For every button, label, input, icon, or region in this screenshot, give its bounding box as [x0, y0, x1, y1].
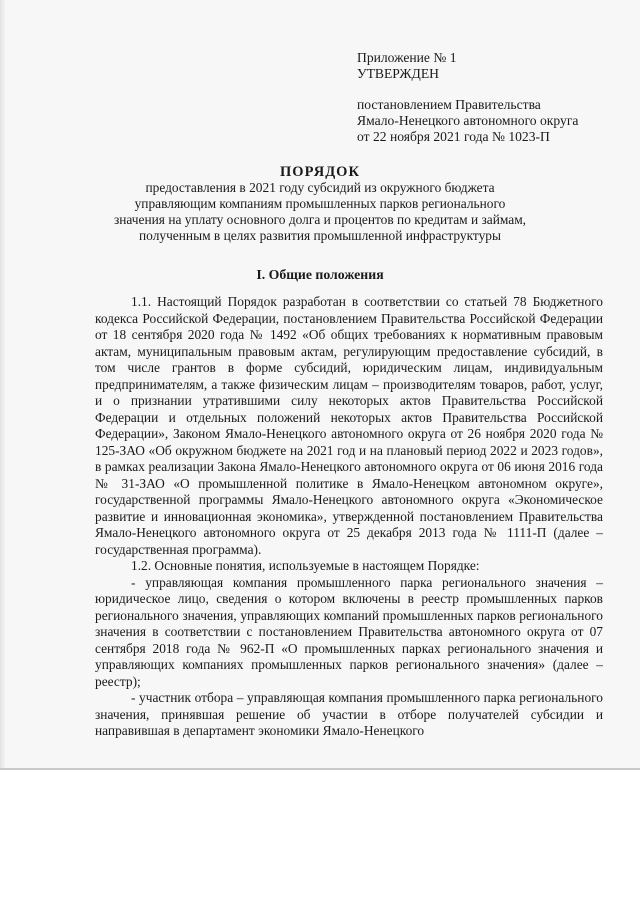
approval-stamp: УТВЕРЖДЕН	[357, 66, 439, 81]
paragraph-1-2: 1.2. Основные понятия, используемые в настоящем Порядке:	[131, 558, 480, 573]
approval-date: от 22 ноября 2021 года № 1023-П	[357, 129, 550, 144]
document-body	[95, 294, 603, 740]
definition-management-company: - управляющая компания промышленного парка регионального значения – юридическое лицо, сведения о котором включены в реестр промышленных парков регионального значения, управляющих компаний промышленных парков регионального значения в соответствии с постановлением Правительства автономного округа от 07 сентября 2018 года № 962-П «О промышленных парках регионального значения и управляющих компаниях промышленных парков регионального значения» (далее – реестр);	[95, 574, 603, 689]
appendix-block	[357, 50, 617, 145]
scan-edge	[0, 0, 5, 768]
section-heading: I. Общие положения	[256, 267, 384, 282]
approval-authority: Ямало-Ненецкого автономного округа	[357, 113, 579, 128]
appendix-number: Приложение № 1	[357, 50, 457, 65]
definition-selection-participant: - участник отбора – управляющая компания промышленного парка регионального значения, принявшая решение об участии в отборе получателей субсидии и направившая в департамент экономики Ямало-Ненецкого	[95, 690, 603, 738]
approval-basis: постановлением Правительства	[357, 97, 541, 112]
document-title: ПОРЯДОК	[280, 164, 360, 180]
document-subtitle: предоставления в 2021 году субсидий из окружного бюджета управляющим компаниям промышленных парков регионального значения на уплату основного долга и процентов по кредитам и займам, полученным в целях развития промышленной инфраструктуры	[113, 180, 527, 243]
paragraph-1-1: 1.1. Настоящий Порядок разработан в соответствии со статьей 78 Бюджетного кодекса Российской Федерации, постановлением Правительства Российской Федерации от 18 сентября 2020 года № 1492 «Об общих требованиях к нормативным правовым актам, муниципальным правовым актам, регулирующим предоставление субсидий, в том числе грантов в форме субсидий, юридическим лицам, индивидуальным предпринимателям, а также физическим лицам – производителям товаров, работ, услуг, и о признании утратившими силу некоторых актов Правительства Российской Федерации и отдельных положений некоторых актов Правительства Российской Федерации», Законом Ямало-Ненецкого автономного округа от 26 ноября 2020 года № 125-ЗАО «Об окружном бюджете на 2021 год и на плановый период 2022 и 2023 годов», в рамках реализации Закона Ямало-Ненецкого автономного округа от 06 июня 2016 года № 31-ЗАО «О промышленной политике в Ямало-Ненецком автономном округе», государственной программы Ямало-Ненецкого автономного округа «Экономическое развитие и инновационная экономика», утвержденной постановлением Правительства Ямало-Ненецкого автономного округа от 25 декабря 2013 года № 1111-П (далее – государственная программа).	[95, 294, 603, 557]
